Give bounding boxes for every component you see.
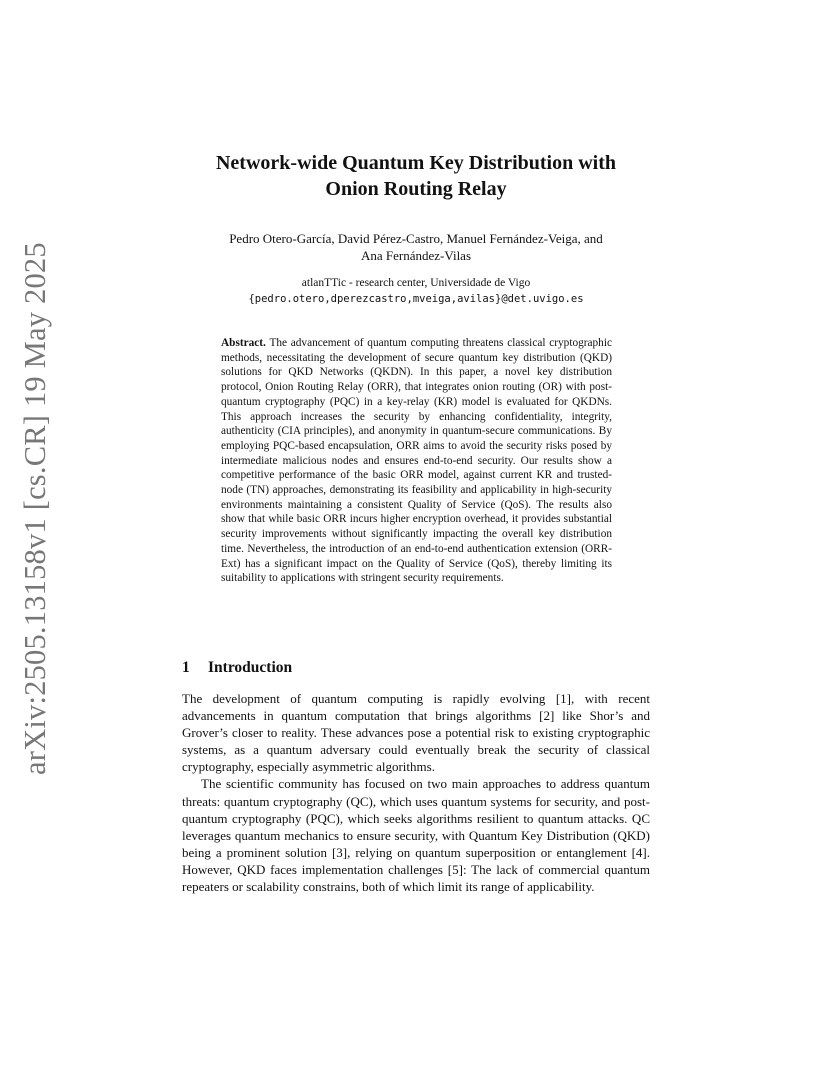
abstract-text: The advancement of quantum computing threatens classical cryptographic methods, necessitating the development of secure quantum key distribution (QKD) solutions for QKD Networks (QKDN). In this paper, a novel key distribution protocol, Onion Routing Relay (ORR), that integrates onion routing (OR) with post-quantum cryptography (PQC) in a key-relay (KR) model is evaluated for QKDNs. This approach increases the security by enhancing confidentiality, integrity, authenticity (CIA principles), and anonymity in quantum-secure communications. By employing PQC-based encapsulation, ORR aims to avoid the security risks posed by intermediate malicious nodes and ensures end-to-end security. Our results show a competitive performance of the basic ORR model, against current KR and trusted-node (TN) approaches, demonstrating its feasibility and applicability in high-security environments maintaining a consistent Quality of Service (QoS). The results also show that while basic ORR incurs higher encryption overhead, it provides substantial security improvements without significantly impacting the overall key distribution time. Nevertheless, the introduction of an end-to-end authentication extension (ORR-Ext) has a significant impact on the Quality of Service (QoS), thereby limiting its suitability to applications with stringent security requirements. — [221, 337, 612, 585]
paragraph: The development of quantum computing is rapidly evolving [1], with recent advancements in quantum computation that brings algorithms [2] like Shor’s and Grover’s closer to reality. These advances pose a potential risk to existing cryptographic systems, as a quantum adversary could eventually break the security of classical cryptography, especially asymmetric algorithms. — [182, 691, 650, 775]
abstract-label: Abstract. — [221, 337, 266, 349]
institution: atlanTTic - research center, Universidade de Vigo — [301, 277, 531, 289]
author-line-1: Pedro Otero-García, David Pérez-Castro, Manuel Fernández-Veiga, and — [229, 231, 603, 246]
paper-title-line-2: Onion Routing Relay — [325, 178, 507, 200]
paper-title — [150, 150, 682, 202]
section-title: Introduction — [208, 659, 293, 676]
abstract — [221, 336, 612, 586]
author-line-2: Ana Fernández-Vilas — [360, 248, 472, 263]
section-heading-introduction — [182, 658, 292, 678]
affiliation-block — [150, 276, 682, 307]
author-emails: {pedro.otero,dperezcastro,mveiga,avilas}@det.uvigo.es — [248, 292, 584, 305]
paragraph: The scientific community has focused on two main approaches to address quantum threats: quantum cryptography (QC), which uses quantum systems for security, and post-quantum cryptography (PQC), which seeks algorithms resilient to quantum attacks. QC leverages quantum mechanics to ensure security, with Quantum Key Distribution (QKD) being a prominent solution [3], relying on quantum superposition or entanglement [4]. However, QKD faces implementation challenges [5]: The lack of commercial quantum repeaters or scalability constrains, both of which limit its range of applicability. — [182, 776, 650, 895]
introduction-body — [182, 690, 650, 895]
section-number: 1 — [182, 659, 190, 676]
paper-title-line-1: Network-wide Quantum Key Distribution with — [215, 152, 616, 174]
arxiv-identifier-stamp: arXiv:2505.13158v1 [cs.CR] 19 May 2025 — [18, 242, 52, 775]
author-list — [150, 230, 682, 264]
